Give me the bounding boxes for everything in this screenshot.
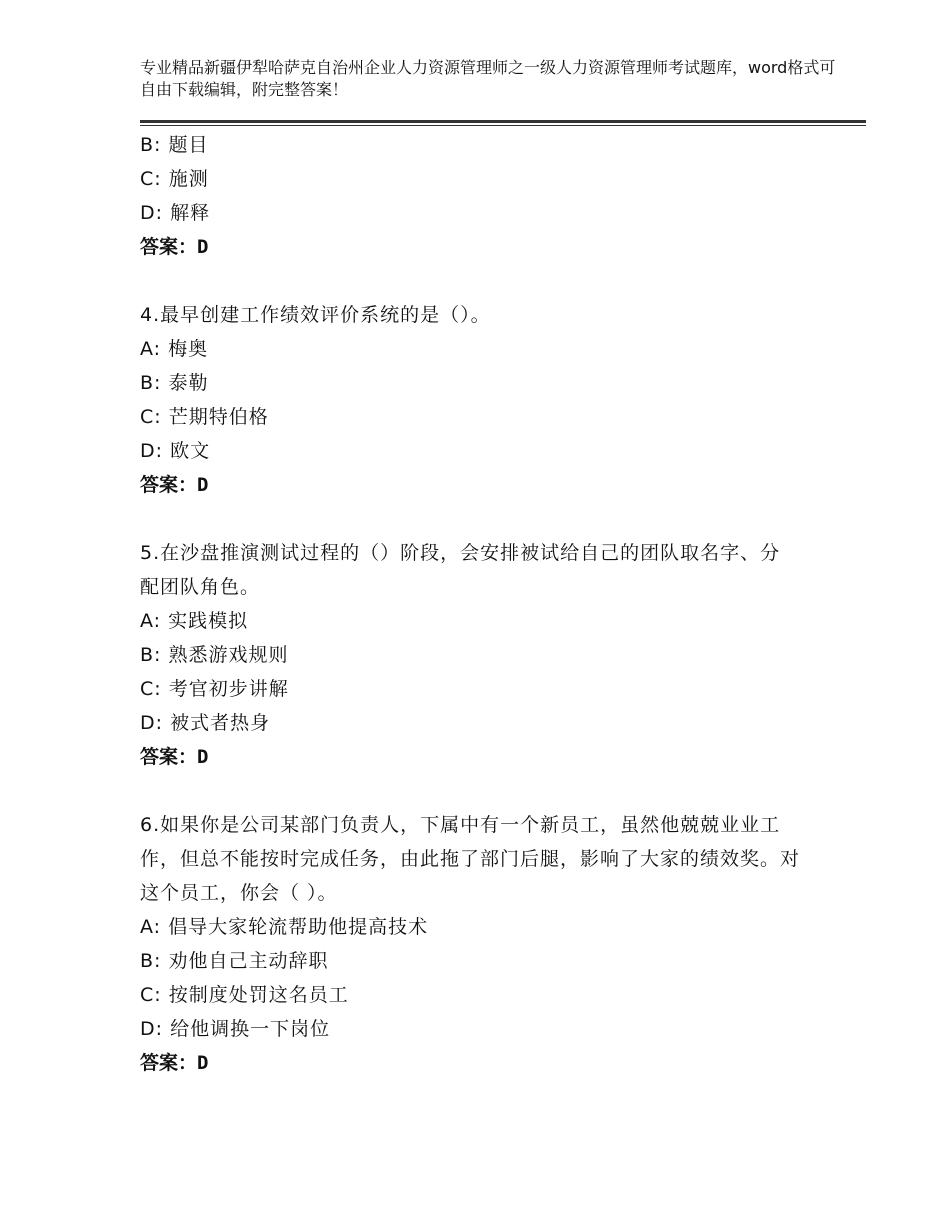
- option-c: C: 施测: [140, 168, 209, 190]
- answer-label: 答案：: [140, 236, 198, 258]
- option-b: B: 题目: [140, 134, 209, 156]
- answer-line: [140, 230, 840, 264]
- option-a: A: 实践模拟: [140, 610, 249, 632]
- question-block-4: [140, 298, 840, 502]
- question-text: 4.最早创建工作绩效评价系统的是（）。: [140, 304, 491, 326]
- answer-value: D: [197, 1052, 209, 1074]
- document-body: [140, 128, 840, 1080]
- header-divider-thin: [140, 125, 866, 126]
- page-header: 专业精品新疆伊犁哈萨克自治州企业人力资源管理师之一级人力资源管理师考试题库，word格式可自由下载编辑，附完整答案！: [140, 58, 836, 99]
- option-b: B: 泰勒: [140, 372, 209, 394]
- answer-line: [140, 740, 840, 774]
- answer-value: D: [197, 746, 209, 768]
- option-c: C: 按制度处罚这名员工: [140, 984, 349, 1006]
- question-text: 5.在沙盘推演测试过程的（）阶段，会安排被试给自己的团队取名字、分配团队角色。: [140, 542, 781, 598]
- answer-label: 答案：: [140, 746, 198, 768]
- option-b: B: 熟悉游戏规则: [140, 644, 289, 666]
- option-b: B: 劝他自己主动辞职: [140, 950, 329, 972]
- question-text: 6.如果你是公司某部门负责人，下属中有一个新员工，虽然他兢兢业业工作，但总不能按时完成任务，由此拖了部门后腿，影响了大家的绩效奖。对这个员工，你会（ ）。: [140, 814, 801, 904]
- question-block-3: [140, 128, 840, 264]
- option-d: D: 被式者热身: [140, 712, 271, 734]
- answer-label: 答案：: [140, 474, 198, 496]
- answer-line: [140, 468, 840, 502]
- answer-value: D: [197, 474, 209, 496]
- option-d: D: 欧文: [140, 440, 211, 462]
- question-block-5: [140, 536, 840, 774]
- question-block-6: [140, 808, 840, 1080]
- header-divider: [140, 120, 866, 126]
- header-divider-thick: [140, 120, 866, 123]
- option-c: C: 芒期特伯格: [140, 406, 269, 428]
- answer-line: [140, 1046, 840, 1080]
- option-a: A: 梅奥: [140, 338, 209, 360]
- option-d: D: 给他调换一下岗位: [140, 1018, 331, 1040]
- answer-label: 答案：: [140, 1052, 198, 1074]
- option-d: D: 解释: [140, 202, 211, 224]
- option-c: C: 考官初步讲解: [140, 678, 289, 700]
- option-a: A: 倡导大家轮流帮助他提高技术: [140, 916, 429, 938]
- answer-value: D: [197, 236, 209, 258]
